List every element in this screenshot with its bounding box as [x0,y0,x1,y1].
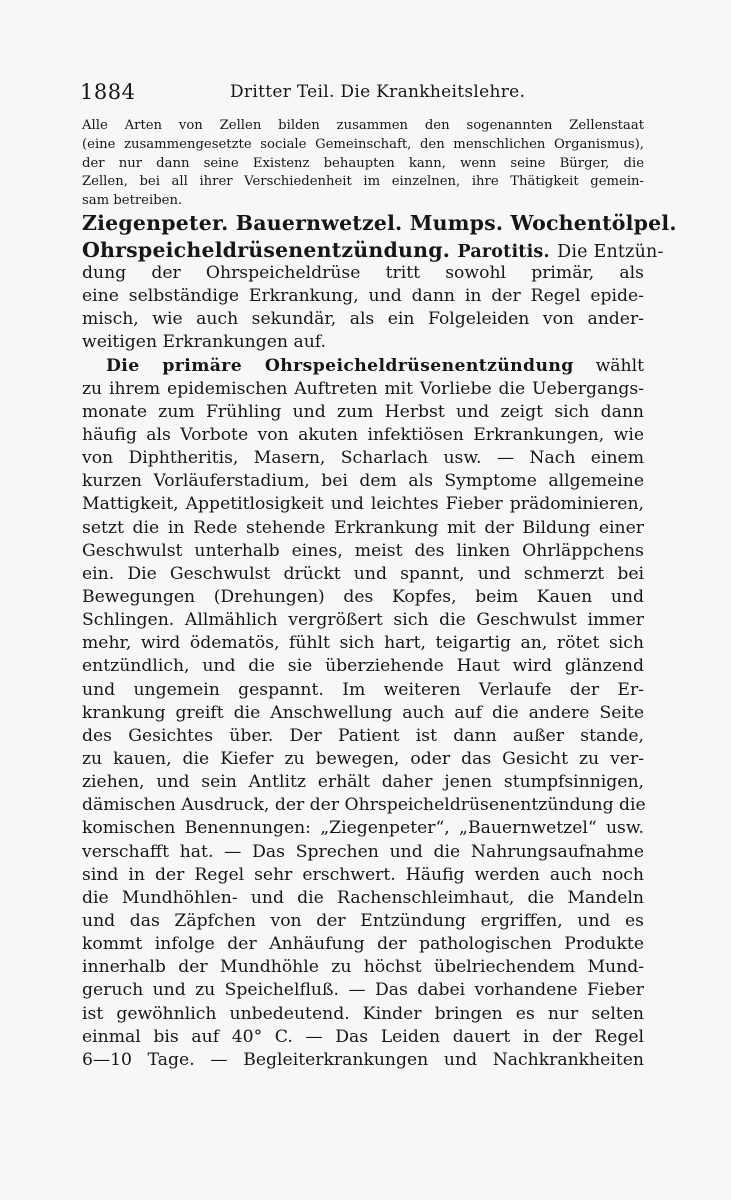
text-line: Alle Arten von Zellen bilden zusammen den sogenannten Zellenstaat [82,118,644,133]
text-line: dung der Ohrspeicheldrüse tritt sowohl primär, als [82,263,644,283]
text-run: wählt [595,355,644,376]
emphasized-term: Die primäre Ohrspeicheldrüsenentzündung [106,355,574,376]
text-line: Geschwulst unterhalb eines, meist des linken Ohrläppchens [82,540,644,561]
paragraph-first-line [82,355,644,378]
text-line: von Diphtheritis, Masern, Scharlach usw. — Nach einem [82,448,644,469]
text-line: misch, wie auch sekundär, als ein Folgeleiden von ander- [82,309,644,330]
heading-tail-text: Die Entzün- [557,242,664,262]
text-line: (eine zusammengesetzte sociale Gemeinschaft, den menschlichen Organismus), [82,136,644,152]
text-line: monate zum Frühling und zum Herbst und zeigt sich dann [82,401,644,422]
text-line: Zellen, bei all ihrer Verschiedenheit im einzelnen, ihre Thätigkeit gemein- [82,174,644,190]
text-line: Bewegungen (Drehungen) des Kopfes, beim Kauen und [82,586,644,607]
heading-line-part: Ohrspeicheldrüsenentzündung. [82,238,451,262]
text-line: setzt die in Rede stehende Erkrankung mit der Bildung einer [82,517,644,538]
text-line: und das Zäpfchen von der Entzündung ergriffen, und es [82,910,644,931]
text-line: ist gewöhnlich unbedeutend. Kinder bringen es nur selten [82,1003,644,1024]
text-line: einmal bis auf 40° C. — Das Leiden dauert in der Regel [82,1026,644,1047]
text-line: der nur dann seine Existenz behaupten kann, wenn seine Bürger, die [82,155,644,171]
text-line: entzündlich, und die sie überziehende Haut wird glänzend [82,656,644,677]
text-line: sam betreiben. [82,193,183,209]
section-heading [82,210,677,264]
body-text [82,262,644,1072]
text-line: dämischen Ausdruck, der der Ohrspeicheldrüsenentzündung die [82,795,646,816]
running-head: Dritter Teil. Die Krankheitslehre. [230,82,526,102]
text-line: kurzen Vorläuferstadium, bei dem als Symptome allgemeine [82,471,644,492]
page-number: 1884 [80,80,136,104]
text-line: häufig als Vorbote von akuten infektiösen Erkrankungen, wie [82,424,644,445]
text-line: die Mundhöhlen- und die Rachenschleimhaut, die Mandeln [82,887,644,908]
text-line: kommt infolge der Anhäufung der pathologischen Produkte [82,934,644,955]
text-line: Mattigkeit, Appetitlosigkeit und leichtes Fieber prädominieren, [82,494,644,515]
text-line: mehr, wird ödematös, fühlt sich hart, teigartig an, rötet sich [82,633,644,654]
text-line: krankung greift die Anschwellung auch auf die andere Seite [82,702,644,723]
text-line: zu ihrem epidemischen Auftreten mit Vorliebe die Uebergangs- [82,378,644,399]
text-line: Schlingen. Allmählich vergrößert sich die Geschwulst immer [82,610,644,631]
latin-term: Parotitis. [457,242,550,262]
text-line: verschafft hat. — Das Sprechen und die Nahrungsaufnahme [82,841,644,862]
text-line: 6—10 Tage. — Begleiterkrankungen und Nachkrankheiten [82,1049,644,1070]
heading-line-2 [82,237,664,264]
text-line: zu kauen, die Kiefer zu bewegen, oder das Gesicht zu ver- [82,748,644,769]
page-header [80,76,640,106]
text-line: des Gesichtes über. Der Patient ist dann außer stande, [82,725,644,746]
small-print-paragraph [82,117,644,211]
text-line: innerhalb der Mundhöhle zu höchst übelriechendem Mund- [82,957,644,978]
text-line: weitigen Erkrankungen auf. [82,332,326,353]
heading-line: Ziegenpeter. Bauernwetzel. Mumps. Wochentölpel. [82,211,677,235]
text-line: ziehen, und sein Antlitz erhält daher jenen stumpfsinnigen, [82,772,644,793]
text-line: ein. Die Geschwulst drückt und spannt, und schmerzt bei [82,563,644,584]
text-line: komischen Benennungen: „Ziegenpeter“, „Bauernwetzel“ usw. [82,818,644,839]
text-line: sind in der Regel sehr erschwert. Häufig werden auch noch [82,864,644,885]
text-line: und ungemein gespannt. Im weiteren Verlaufe der Er- [82,679,644,700]
text-line: geruch und zu Speichelfluß. — Das dabei vorhandene Fieber [82,980,644,1001]
text-line: eine selbständige Erkrankung, und dann in der Regel epide- [82,286,644,307]
